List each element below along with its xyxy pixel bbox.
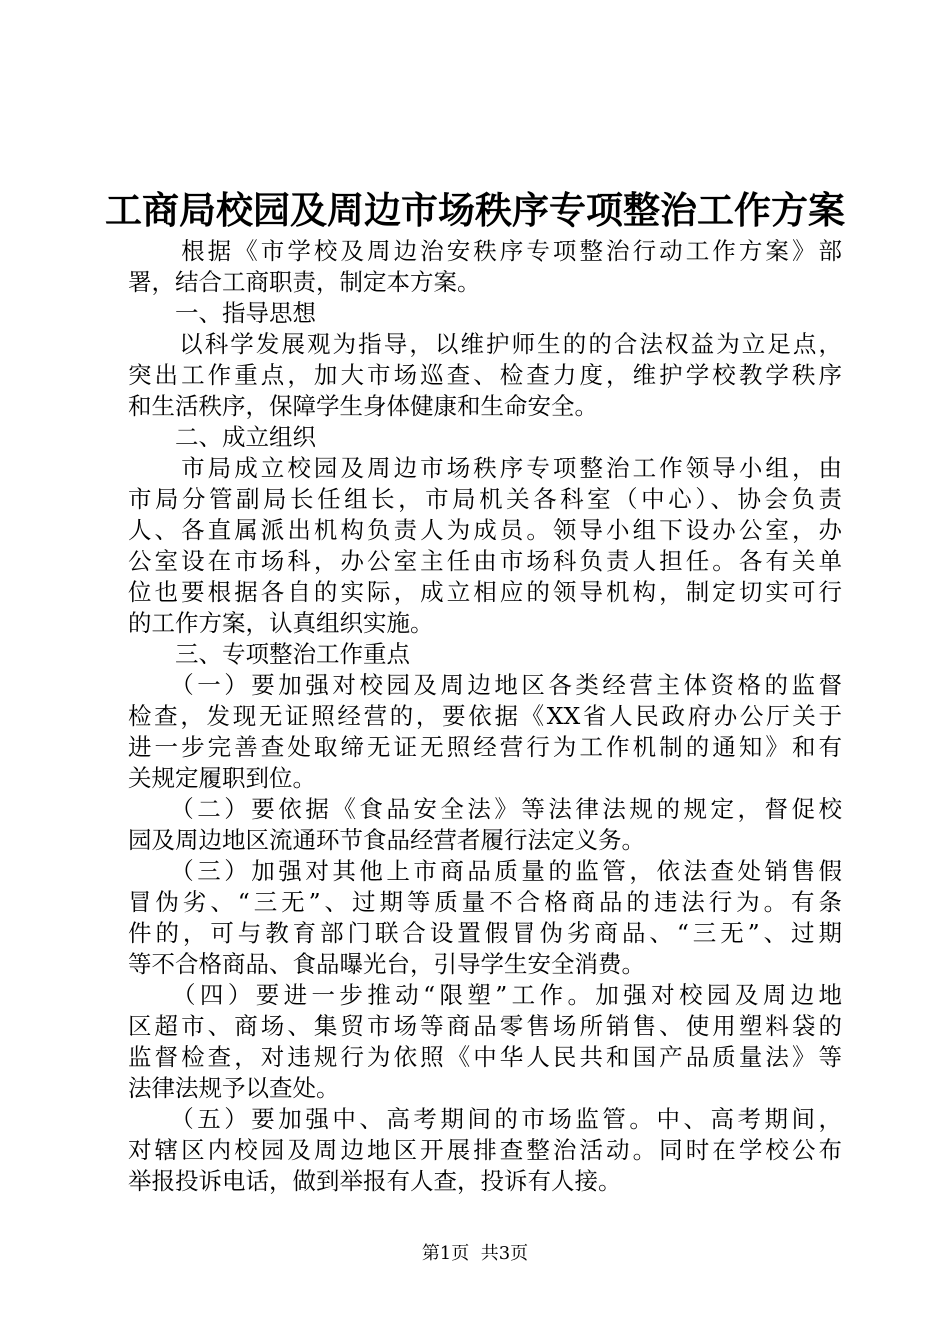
text-line: 和生活秩序，保障学生身体健康和生命安全。 (128, 392, 598, 420)
text-line: 突出工作重点，加大市场巡查、检查力度，维护学校教学秩序 (128, 361, 842, 389)
text-line: 对辖区内校园及周边地区开展排查整治活动。同时在学校公布 (128, 1136, 842, 1164)
text-line: 根据《市学校及周边治安秩序专项整治行动工作方案》部 (128, 237, 842, 265)
text-line: （四）要进一步推动“限塑”工作。加强对校园及周边地 (128, 981, 842, 1009)
section-heading: 三、专项整治工作重点 (128, 640, 410, 668)
page-number-footer: 第1页 共3页 (421, 1243, 529, 1264)
document-body (128, 236, 842, 1197)
text-line: （五）要加强中、高考期间的市场监管。中、高考期间， (128, 1105, 842, 1133)
text-line: 关规定履职到位。 (128, 764, 316, 792)
text-line: 举报投诉电话，做到举报有人查，投诉有人接。 (128, 1167, 622, 1195)
text-line: 市局成立校园及周边市场秩序专项整治工作领导小组，由 (128, 454, 842, 482)
document-title: 工商局校园及周边市场秩序专项整治工作方案 (105, 188, 845, 232)
text-line: （三）加强对其他上市商品质量的监管，依法查处销售假 (128, 857, 842, 885)
text-line: （一）要加强对校园及周边地区各类经营主体资格的监督 (128, 671, 842, 699)
text-line: 市局分管副局长任组长，市局机关各科室（中心）、协会负责 (128, 485, 842, 513)
text-line: 法律法规予以查处。 (128, 1074, 340, 1102)
text-line: 的工作方案，认真组织实施。 (128, 609, 434, 637)
text-line: 以科学发展观为指导，以维护师生的的合法权益为立足点， (128, 330, 842, 358)
text-line: 进一步完善查处取缔无证无照经营行为工作机制的通知》和有 (128, 733, 842, 761)
text-line: 检查，发现无证照经营的，要依据《XX省人民政府办公厅关于 (128, 702, 842, 730)
text-line: 件的，可与教育部门联合设置假冒伪劣商品、“三无”、过期 (128, 919, 842, 947)
text-line: 公室设在市场科，办公室主任由市场科负责人担任。各有关单 (128, 547, 842, 575)
text-line: 区超市、商场、集贸市场等商品零售场所销售、使用塑料袋的 (128, 1012, 842, 1040)
section-heading: 一、指导思想 (128, 299, 316, 327)
text-line: （二）要依据《食品安全法》等法律法规的规定，督促校 (128, 795, 842, 823)
text-line: 冒伪劣、“三无”、过期等质量不合格商品的违法行为。有条 (128, 888, 842, 916)
text-line: 监督检查，对违规行为依照《中华人民共和国产品质量法》等 (128, 1043, 842, 1071)
text-line: 等不合格商品、食品曝光台，引导学生安全消费。 (128, 950, 645, 978)
text-line: 署，结合工商职责，制定本方案。 (128, 268, 481, 296)
section-heading: 二、成立组织 (128, 423, 316, 451)
text-line: 人、各直属派出机构负责人为成员。领导小组下设办公室，办 (128, 516, 842, 544)
text-line: 园及周边地区流通环节食品经营者履行法定义务。 (128, 826, 645, 854)
text-line: 位也要根据各自的实际，成立相应的领导机构，制定切实可行 (128, 578, 842, 606)
